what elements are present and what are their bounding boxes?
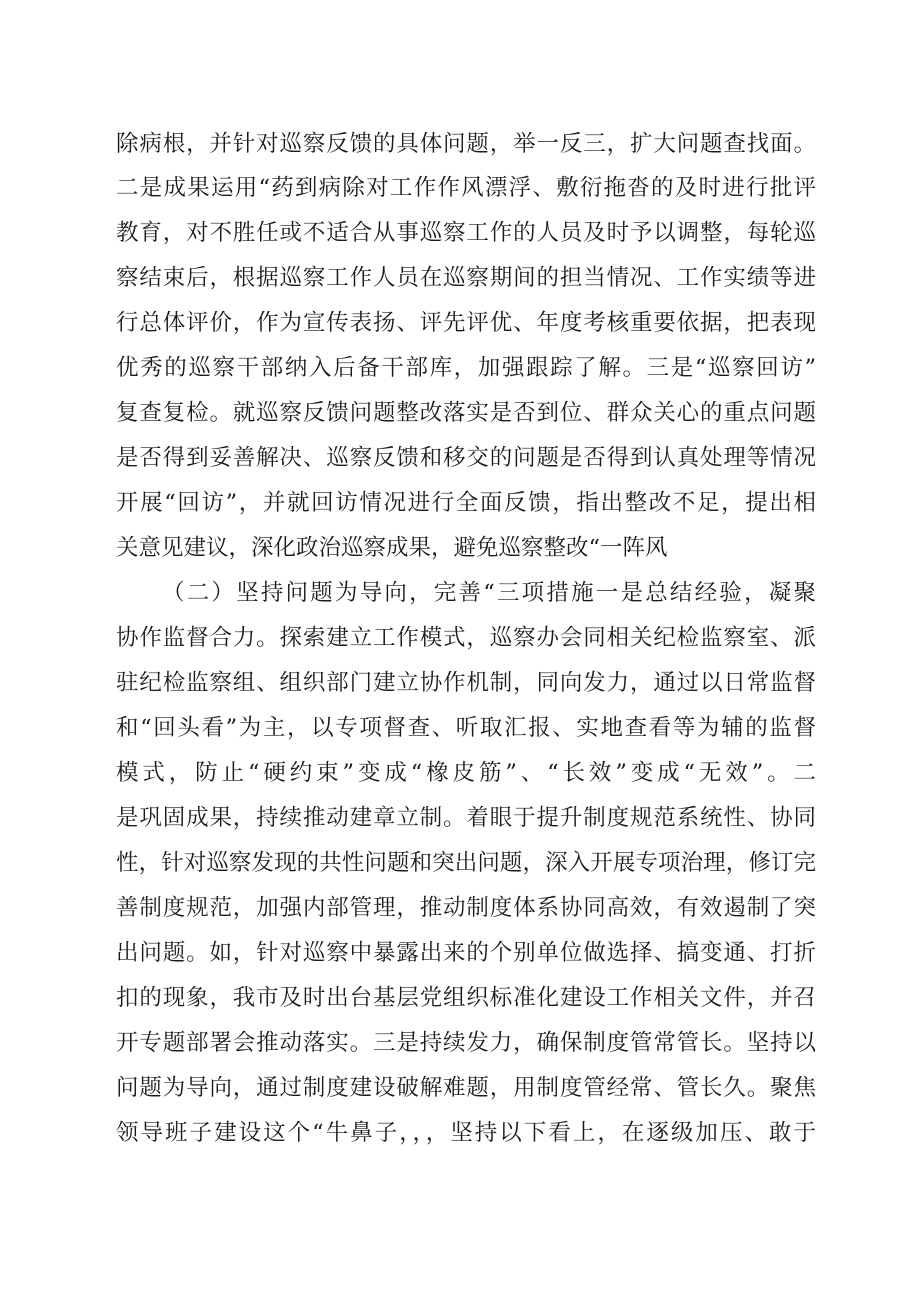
text-line: 协作监督合力。探索建立工作模式，巡察办会同相关纪检监察室、派 (116, 625, 816, 651)
text-line: 性，针对巡察发现的共性问题和突出问题，深入开展专项治理，修订完 (116, 850, 816, 876)
text-line: 善制度规范，加强内部管理，推动制度体系协同高效，有效遏制了突 (116, 895, 816, 921)
text-line: 领导班子建设这个“牛鼻子，，，坚持以下看上，在逐级加压、敢于 (116, 1120, 816, 1146)
text-line: 二是成果运用“药到病除对工作作风漂浮、敷衍拖沓的及时进行批评 (116, 175, 816, 201)
text-line: 扣的现象，我市及时出台基层党组织标准化建设工作相关文件，并召 (116, 985, 816, 1011)
text-line: 行总体评价，作为宣传表扬、评先评优、年度考核重要依据，把表现 (116, 310, 816, 336)
text-line: 开展“回访”，并就回访情况进行全面反馈，指出整改不足，提出相 (116, 490, 816, 516)
text-line: 关意见建议，深化政治巡察成果，避免巡察整改“一阵风 (116, 535, 668, 561)
text-line: 复查复检。就巡察反馈问题整改落实是否到位、群众关心的重点问题 (116, 400, 816, 426)
text-line: 模式，防止“硬约束”变成“橡皮筋”、“长效”变成“无效”。二 (116, 760, 816, 786)
text-line: 和“回头看”为主，以专项督查、听取汇报、实地查看等为辅的监督 (116, 715, 816, 741)
section-heading-line: （二）坚持问题为导向，完善“三项措施一是总结经验，凝聚 (162, 580, 816, 606)
text-line: 驻纪检监察组、组织部门建立协作机制，同向发力，通过以日常监督 (116, 670, 816, 696)
text-line: 察结束后，根据巡察工作人员在巡察期间的担当情况、工作实绩等进 (116, 265, 816, 291)
text-line: 是否得到妥善解决、巡察反馈和移交的问题是否得到认真处理等情况 (116, 445, 816, 471)
text-line: 是巩固成果，持续推动建章立制。着眼于提升制度规范系统性、协同 (116, 805, 816, 831)
text-line: 优秀的巡察干部纳入后备干部库，加强跟踪了解。三是“巡察回访” (116, 355, 816, 381)
text-line: 问题为导向，通过制度建设破解难题，用制度管经常、管长久。聚焦 (116, 1075, 816, 1101)
text-line: 教育，对不胜任或不适合从事巡察工作的人员及时予以调整，每轮巡 (116, 220, 816, 246)
text-line: 除病根，并针对巡察反馈的具体问题，举一反三，扩大问题查找面。 (116, 131, 816, 157)
text-line: 出问题。如，针对巡察中暴露出来的个别单位做选择、搞变通、打折 (116, 940, 816, 966)
text-line: 开专题部署会推动落实。三是持续发力，确保制度管常管长。坚持以 (116, 1030, 816, 1056)
